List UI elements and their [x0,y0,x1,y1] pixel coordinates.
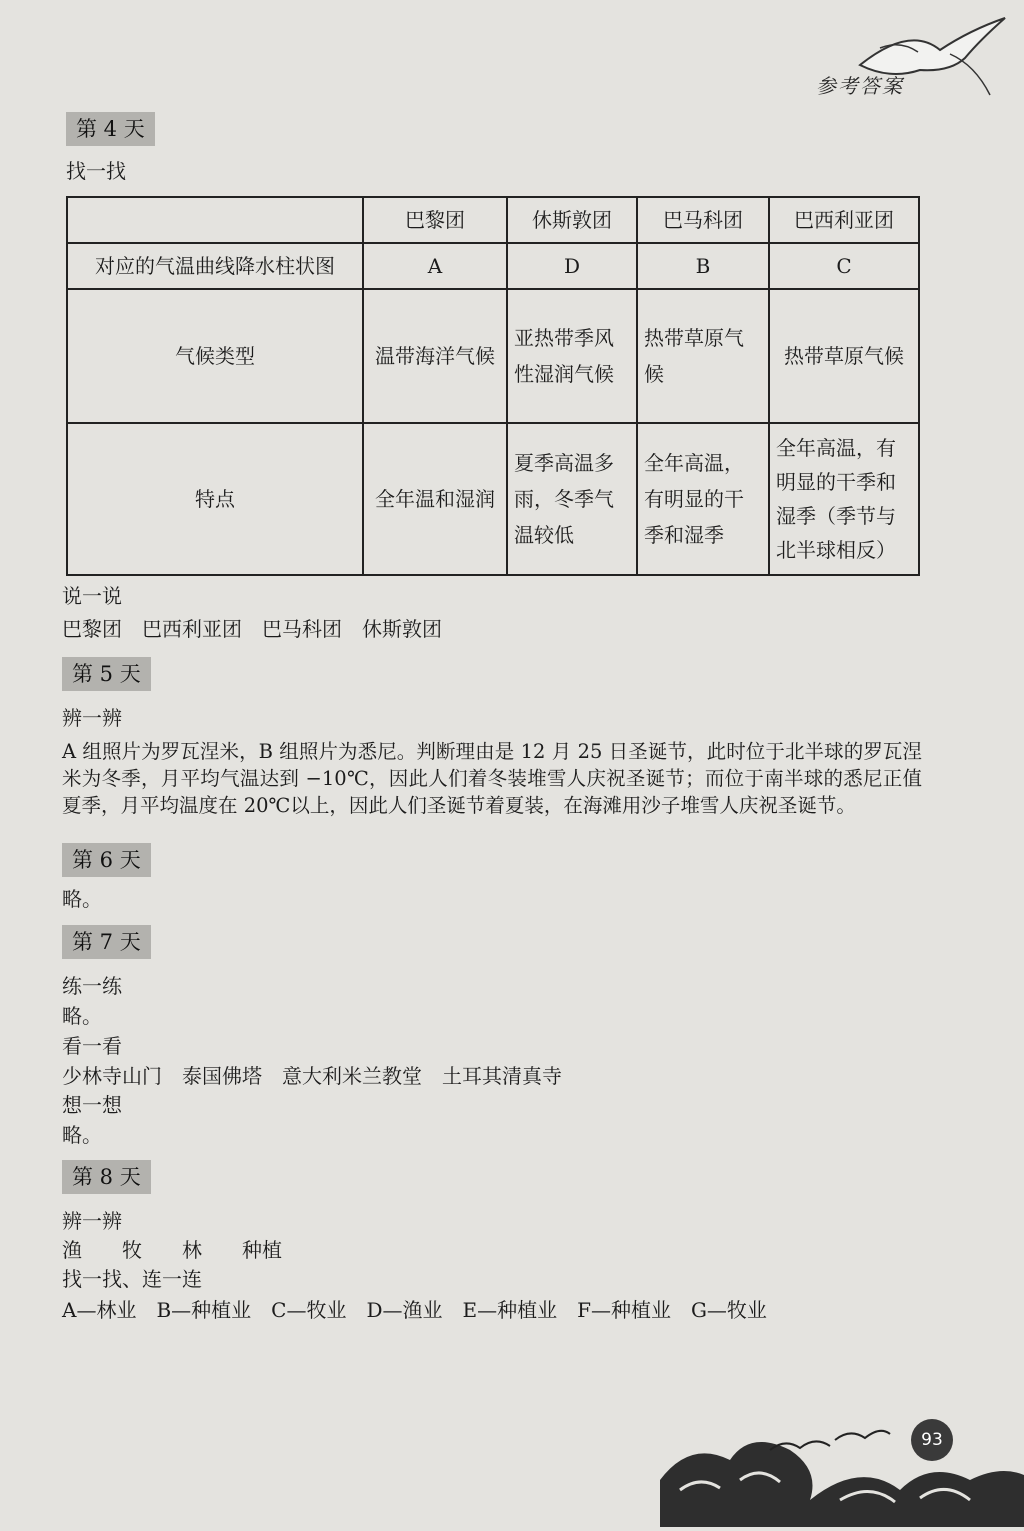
day8-badge: 第 8 天 [62,1160,151,1194]
table-cell: 热带草原气候 [637,289,769,423]
table-header-row [67,197,919,243]
day5-section: 辨一辨 [62,706,122,730]
row-label: 特点 [67,423,363,575]
header-title: 参考答案 [816,74,904,98]
day4-section-find: 找一找 [66,159,126,183]
day4-badge: 第 4 天 [66,112,155,146]
table-cell: 全年温和湿润 [363,423,507,575]
day7-practice-answer: 略。 [62,1004,102,1028]
table-cell: 温带海洋气候 [363,289,507,423]
day7-practice: 练一练 [62,974,122,998]
table-row [67,289,919,423]
climate-table [66,196,920,576]
day8-answer1: 渔 牧 林 种植 [62,1238,282,1262]
table-cell: 全年高温，有明显的干季和湿季（季节与北半球相反） [769,423,919,575]
table-cell: 夏季高温多雨，冬季气温较低 [507,423,637,575]
table-row [67,423,919,575]
table-header-cell: 巴西利亚团 [769,197,919,243]
day8-section2: 找一找、连一连 [62,1267,202,1291]
row-label: 对应的气温曲线降水柱状图 [67,243,363,289]
waves-birds-icon [660,1420,1024,1527]
table-cell: 亚热带季风性湿润气候 [507,289,637,423]
row-label: 气候类型 [67,289,363,423]
table-cell: A [363,243,507,289]
day7-look: 看一看 [62,1034,122,1058]
day5-paragraph: A 组照片为罗瓦涅米，B 组照片为悉尼。判断理由是 12 月 25 日圣诞节，此时位于北半球的罗瓦涅米为冬季，月平均气温达到 −10℃，因此人们着冬装堆雪人庆祝圣诞节；而位于南半球的悉尼正值夏季，月平均温度在 20℃以上，因此人们圣诞节着夏装，在海滩用沙子堆雪人庆祝圣诞节。 [62,740,922,817]
table-header-cell: 巴马科团 [637,197,769,243]
table-cell: D [507,243,637,289]
table-row [67,243,919,289]
day8-answer2: A—林业 B—种植业 C—牧业 D—渔业 E—种植业 F—种植业 G—牧业 [62,1298,767,1322]
table-cell: 全年高温，有明显的干季和湿季 [637,423,769,575]
bottom-decoration [660,1420,1024,1527]
day7-think: 想一想 [62,1093,122,1117]
day8-section1: 辨一辨 [62,1209,122,1233]
table-header-cell [67,197,363,243]
table-cell: B [637,243,769,289]
day7-look-answer: 少林寺山门 泰国佛塔 意大利米兰教堂 土耳其清真寺 [62,1064,562,1088]
table-cell: C [769,243,919,289]
table-cell: 热带草原气候 [769,289,919,423]
table-header-cell: 休斯敦团 [507,197,637,243]
page-number: 93 [911,1419,953,1461]
table-header-cell: 巴黎团 [363,197,507,243]
day4-section-say: 说一说 [62,584,122,608]
day5-badge: 第 5 天 [62,657,151,691]
day4-say-answer: 巴黎团 巴西利亚团 巴马科团 休斯敦团 [62,617,442,641]
day6-answer: 略。 [62,887,102,911]
day7-badge: 第 7 天 [62,925,151,959]
day7-think-answer: 略。 [62,1123,102,1147]
day6-badge: 第 6 天 [62,843,151,877]
